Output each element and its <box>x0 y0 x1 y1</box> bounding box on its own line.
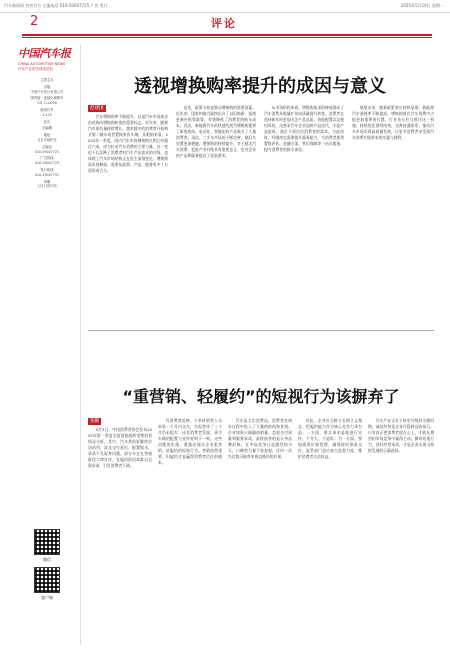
article-1-column <box>88 114 168 324</box>
top-bar-date: 2025年5月10日 星期一 <box>400 3 444 8</box>
section-header <box>0 14 450 36</box>
info-line: CN 11-0058 <box>37 101 57 106</box>
newspaper-logo-en: CHINA AUTOMOTIVE NEWS <box>18 62 66 66</box>
masthead-sidebar <box>18 45 76 645</box>
info-line: 中国汽车报社有限公司 <box>30 89 64 94</box>
article-2-byline: 张鹏 <box>90 419 99 424</box>
info-line: 北京市朝阳区 <box>37 137 57 142</box>
info-line: 1-125 <box>42 112 52 117</box>
sidebar-divider <box>80 45 81 645</box>
info-line: 总编室 <box>42 144 52 149</box>
info-line: 010-59007729 <box>34 161 60 166</box>
top-bar <box>0 0 450 13</box>
article-2-headline: “重营销、轻履约”的短视行为该摒弃了 <box>122 387 400 406</box>
top-bar-left-text: 汽车新闻网 抖音官方 主编电话 010-59007725 广告 发行 <box>4 3 108 8</box>
info-line: 人民日报印务 <box>37 184 57 189</box>
info-line: 邮发代号 <box>40 107 54 112</box>
info-line: 发行热线 <box>40 167 54 172</box>
article-2-paragraph: 对此，企业应当树立长期主义理念，把履约能力作为核心竞争力来打造。一方面，要实事求是地进行宣传，不夸大、不虚标；另一方面，要加强供应链管理，确保按时保质交付。监管部门也应加大监督力度，维护消费者合法权益。 <box>298 418 362 460</box>
info-line: 国内统一连续出版物号 <box>30 96 64 101</box>
info-line: 出版 <box>43 84 51 89</box>
qr-label: 微信 <box>43 557 51 562</box>
article-2-column <box>228 418 292 645</box>
article-1-headline: 透视增换购率提升的成因与意义 <box>134 76 386 97</box>
article-1-paragraph: 展望未来，随着政策效应持续显现、新能源汽车渗透率不断提高，增换购将在汽车消费中占据更加重要的位置。行业各方应当抓住这一机遇，持续优化供给结构，完善流通体系，推动汽车市场实现高质量发展，让更多消费者享受到汽车消费升级带来的实惠与便利。 <box>352 105 434 141</box>
info-line: 社长 <box>43 119 51 124</box>
info-line: 总编辑 <box>42 126 52 131</box>
header-rule <box>22 34 432 36</box>
article-1-byline: 赵建国 <box>90 106 104 111</box>
article-1-paragraph: 汽车增换购率不断提升，这是汽车市场逐步由首购向增换购转变的重要标志。近年来，随着汽车保有量持续增长，越来越多的消费者开始购买第二辆车或者置换原有车辆。从数据来看，2025年一季度，国内汽车市场增换购比例已经超过六成，成为拉动汽车消费的主要力量。这一变化不仅反映了消费者对汽车产品需求的升级，也体现了汽车市场结构正在发生深刻变化。增换购需求的释放，需要从政策、产品、服务等多个方面形成合力。 <box>88 114 168 174</box>
article-2-column <box>158 418 222 645</box>
info-line: 地址 <box>43 133 51 138</box>
article-2-paragraph: 汽车是大宗消费品，消费者在购车过程中投入了大量的时间和金钱。企业如果只顾眼前销量，忽视交付质量和服务承诺，最终损害的是自身品牌形象。在市场竞争日益激烈的今天，口碑的力量不容忽视，任何一次失信都可能带来难以挽回的后果。 <box>228 418 292 460</box>
page-number: 2 <box>30 14 39 29</box>
wechat-qr-code <box>34 529 60 555</box>
info-line: 印刷 <box>43 179 51 184</box>
article-1-column <box>352 105 434 324</box>
newspaper-slogan: 汽车产业的全球话语权 <box>18 67 53 71</box>
info-line: 010-59007725 <box>34 149 60 154</box>
article-2-column <box>88 427 152 645</box>
app-qr-code <box>34 567 60 593</box>
article-2-column <box>368 418 434 645</box>
article-1-paragraph: 首先，政策支持是推动增换购的重要因素。近年来，国家和地方陆续出台了以旧换新、报废更新补贴等政策，有效降低了消费者的换车成本。其次，新能源汽车的快速发展为增换购提供了新的选择，电动化、智能化的产品吸引了大量消费者。再次，二手车市场的不断完善，使旧车处置更加便捷。增换购的持续提升，对于稳定汽车消费、促进产业升级具有重要意义，也对企业的产品和服务提出了更高要求。 <box>176 105 256 159</box>
article-2-paragraph: 5月3日，中国消费者协会发布2025年第一季度全国消协组织受理投诉情况分析。其中，汽车类投诉继续位居前列，涉及交付延迟、配置缩水、承诺不兑现等问题。部分车企在营销阶段大肆宣传，在履约阶段却难以兑现承诺，引发消费者不满。 <box>88 427 152 469</box>
info-line: 广告热线 <box>40 156 54 161</box>
masthead-info <box>18 78 76 189</box>
qr-label: 客户端 <box>41 595 53 600</box>
info-line: 010-59007731 <box>34 172 60 177</box>
article-2-paragraph: 有消费者反映，下单时销售人员承诺一个月内交车，实际等待了三个月仍未提车；还有消费者发现，到手车辆的配置与宣传材料不一致。这些问题的出现，暴露出部分企业重营销、轻履约的短视行为。营销固然重要，但履约才是赢得消费者信任的根本。 <box>158 418 222 466</box>
newspaper-logo: 中国汽车报 <box>18 47 71 60</box>
article-1-column <box>264 105 344 324</box>
article-1-column <box>176 105 256 324</box>
article-divider <box>88 330 434 331</box>
header-thin-rule <box>22 37 432 38</box>
info-line: 主管主办 <box>40 78 54 82</box>
section-title: 评论 <box>211 17 237 30</box>
article-1-paragraph: 从市场结构来看，增换购需求的释放推动了汽车消费从数量扩张向质量提升转变。消费者在选择新车时更加关注产品品质、智能配置以及使用体验。这要求汽车企业加快产品迭代，丰富产品矩阵，满足不同层次消费者的需求。与此同时，经销商也需要提升服务能力，为消费者提供置换评估、金融方案、售后保障等一站式服务，提升消费者的换车体验。 <box>264 105 344 153</box>
article-2-column <box>298 418 362 645</box>
article-2-paragraph: 汽车产业正处于转型升级的关键时期，诚信经营是企业行稳致远的基石。只有真正把消费者放在心上，才能在激烈的市场竞争中赢得主动。摒弃短视行为，回归经营本质，才是企业实现可持续发展的正确选择。 <box>368 418 434 454</box>
